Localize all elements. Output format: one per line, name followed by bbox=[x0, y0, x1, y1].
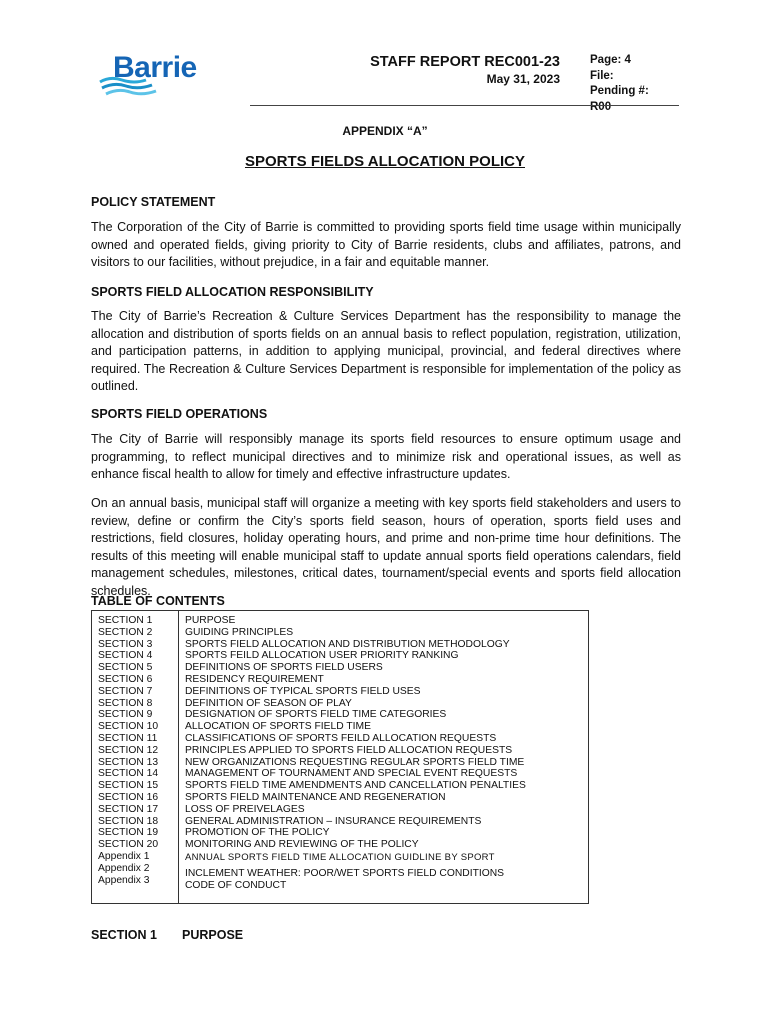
toc-section: SECTION 13 bbox=[98, 756, 159, 768]
toc-entry: DEFINITIONS OF TYPICAL SPORTS FIELD USES bbox=[185, 685, 421, 697]
toc-entry: DESIGNATION OF SPORTS FIELD TIME CATEGORIES bbox=[185, 709, 447, 721]
toc-entry: MONITORING AND REVIEWING OF THE POLICY bbox=[185, 839, 419, 851]
responsibility-text: The City of Barrie’s Recreation & Culture Services Department has the responsibility to manage the allocation and distribution of sports fields on an annual basis to reflect population, registration, utilization, and participation patterns, in addition to applying municipal, provincial, and federal directives where required. The Recreation & Culture Services Department is responsible for implementation of the policy as outlined. bbox=[91, 309, 681, 394]
toc-entry: MANAGEMENT OF TOURNAMENT AND SPECIAL EVENT REQUESTS bbox=[185, 768, 518, 780]
toc-section: SECTION 16 bbox=[98, 791, 159, 803]
toc-section: SECTION 1 bbox=[98, 615, 153, 626]
toc-entry: GENERAL ADMINISTRATION – INSURANCE REQUIREMENTS bbox=[185, 815, 482, 827]
policy-statement-heading: POLICY STATEMENT bbox=[91, 195, 216, 209]
section-1-name: PURPOSE bbox=[182, 928, 244, 942]
toc-entry: PRINCIPLES APPLIED TO SPORTS FIELD ALLOCATION REQUESTS bbox=[185, 744, 513, 756]
barrie-logo: Barrie bbox=[113, 51, 197, 84]
toc-section: SECTION 12 bbox=[98, 744, 159, 756]
toc-entry: SPORTS FEILD ALLOCATION USER PRIORITY RANKING bbox=[185, 650, 459, 662]
toc-entry: INCLEMENT WEATHER: POOR/WET SPORTS FIELD CONDITIONS bbox=[185, 867, 505, 879]
toc-section-column bbox=[98, 615, 158, 886]
toc-entry: GUIDING PRINCIPLES bbox=[185, 626, 294, 638]
toc-section: SECTION 19 bbox=[98, 827, 159, 839]
toc-entry: ANNUAL SPORTS FIELD TIME ALLOCATION GUIDLINE BY SPORT bbox=[185, 851, 495, 863]
toc-section: SECTION 11 bbox=[98, 732, 158, 744]
toc-entry: DEFINITIONS OF SPORTS FIELD USERS bbox=[185, 662, 383, 674]
toc-section: SECTION 2 bbox=[98, 626, 153, 638]
section-1-label: SECTION 1 bbox=[91, 928, 157, 942]
toc-entry: SPORTS FIELD TIME AMENDMENTS AND CANCELLATION PENALTIES bbox=[185, 780, 526, 792]
toc-section: SECTION 3 bbox=[98, 638, 153, 650]
operations-heading: SPORTS FIELD OPERATIONS bbox=[91, 407, 268, 421]
toc-section: Appendix 2 bbox=[98, 862, 150, 874]
toc-section: SECTION 7 bbox=[98, 685, 153, 697]
toc-entry: LOSS OF PREIVELAGES bbox=[185, 803, 305, 815]
pending-label: Pending #: bbox=[590, 85, 649, 97]
toc-entry: CODE OF CONDUCT bbox=[185, 879, 287, 891]
toc-entry: RESIDENCY REQUIREMENT bbox=[185, 673, 324, 685]
policy-title: SPORTS FIELDS ALLOCATION POLICY bbox=[244, 153, 525, 170]
toc-divider bbox=[178, 611, 179, 903]
report-title: STAFF REPORT REC001-23 bbox=[370, 54, 560, 70]
toc-table bbox=[91, 610, 589, 904]
header-divider bbox=[250, 105, 679, 106]
toc-section: SECTION 14 bbox=[98, 768, 159, 780]
toc-section: SECTION 5 bbox=[98, 662, 153, 674]
operations-text-2: On an annual basis, municipal staff will organize a meeting with key sports field stakeholders and users to review, define or confirm the City’s sports field season, hours of operation, sports field uses and restrictions, field closures, holiday operating hours, and prime and non-prime time hour definitions. The results of this meeting will enable municipal staff to update annual sports field operations calendars, field management schedules, milestones, critical dates, tournament/special events and sports field allocation schedules. bbox=[91, 496, 681, 598]
toc-entry: SPORTS FIELD MAINTENANCE AND REGENERATION bbox=[185, 791, 446, 803]
policy-statement-text: The Corporation of the City of Barrie is committed to providing sports field time usage within municipally owned and operated fields, giving priority to City of Barrie residents, clubs and affiliates, patrons, and visitors to our facilities, without prejudice, in a fair and equitable manner. bbox=[91, 220, 681, 270]
toc-entry: SPORTS FIELD ALLOCATION AND DISTRIBUTION METHODOLOGY bbox=[185, 638, 510, 650]
operations-text-1: The City of Barrie will responsibly manage its sports field resources to ensure optimum usage and programming, to reflect municipal directives and to minimize risk and operational issues, as well as enhance fiscal health to allow for timely and effective infrastructure updates. bbox=[91, 432, 681, 482]
toc-section: SECTION 18 bbox=[98, 815, 159, 827]
file-label: File: bbox=[590, 69, 614, 82]
toc-section: SECTION 15 bbox=[98, 780, 159, 792]
pending-value: R00 bbox=[590, 100, 612, 113]
toc-entry: DEFINITION OF SEASON OF PLAY bbox=[185, 697, 352, 709]
toc-title: TABLE OF CONTENTS bbox=[91, 594, 225, 608]
report-date: May 31, 2023 bbox=[486, 72, 560, 86]
responsibility-heading: SPORTS FIELD ALLOCATION RESPONSIBILITY bbox=[91, 285, 374, 299]
toc-entry: PROMOTION OF THE POLICY bbox=[185, 827, 330, 839]
toc-section: SECTION 20 bbox=[98, 839, 159, 851]
toc-section: SECTION 9 bbox=[98, 709, 153, 721]
toc-section: Appendix 1 bbox=[98, 850, 150, 862]
toc-section: Appendix 3 bbox=[98, 874, 150, 886]
toc-section: SECTION 10 bbox=[98, 721, 159, 733]
toc-section: SECTION 8 bbox=[98, 697, 153, 709]
toc-section: SECTION 17 bbox=[98, 803, 159, 815]
toc-entry: PURPOSE bbox=[185, 615, 236, 626]
appendix-label: APPENDIX “A” bbox=[342, 124, 428, 138]
page-number: Page: 4 bbox=[590, 54, 631, 66]
toc-entry: CLASSIFICATIONS OF SPORTS FEILD ALLOCATION REQUESTS bbox=[185, 732, 497, 744]
toc-title-column bbox=[185, 615, 526, 891]
toc-entry: ALLOCATION OF SPORTS FIELD TIME bbox=[185, 721, 371, 733]
toc-entry: NEW ORGANIZATIONS REQUESTING REGULAR SPORTS FIELD TIME bbox=[185, 756, 525, 768]
toc-section: SECTION 4 bbox=[98, 650, 153, 662]
toc-section: SECTION 6 bbox=[98, 673, 153, 685]
